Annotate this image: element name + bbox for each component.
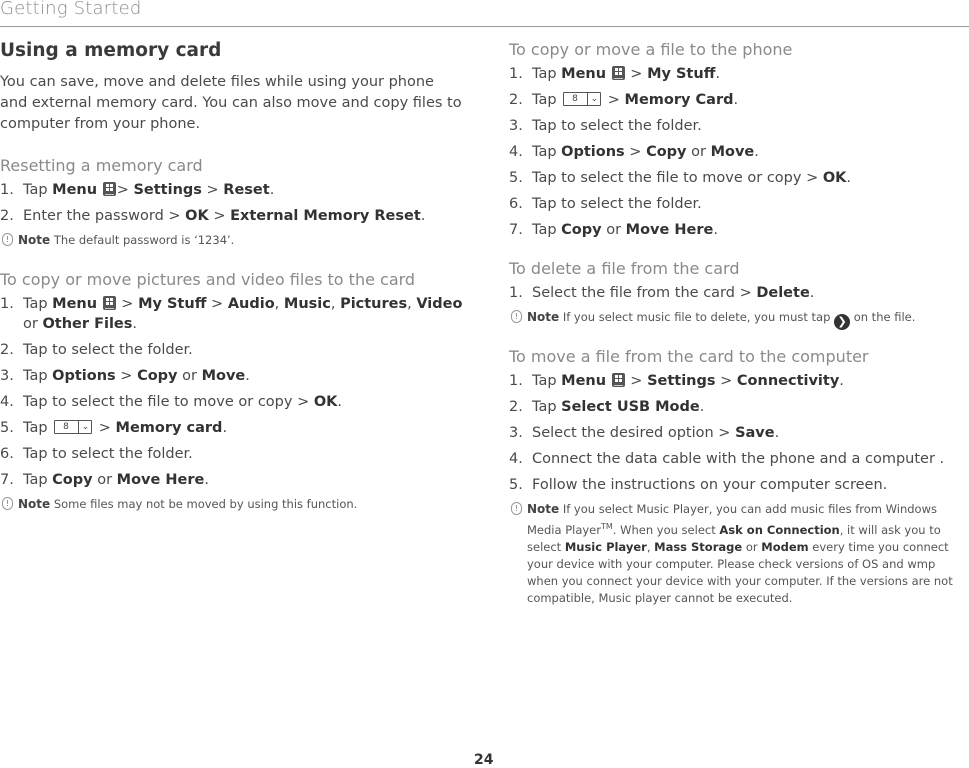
right-column (509, 38, 969, 607)
list-item: 7. Tap Copy or Move Here. (0, 472, 209, 488)
list-item: 6. Tap to select the folder. (0, 446, 193, 462)
copy-phone-steps (509, 64, 969, 240)
list-item: 2. Tap 8 ⌄ > Memory Card. (509, 92, 739, 108)
info-icon: ! (511, 502, 522, 515)
list-item: 1. Tap Menu > Settings > Reset. (0, 182, 275, 198)
menu-icon (612, 66, 625, 80)
list-item: 3. Tap Options > Copy or Move. (0, 368, 250, 384)
list-item: 1. Tap Menu > My Stuff > Audio, Music, Pictures, Video or Other Files. (0, 296, 463, 332)
list-item: 1. Tap Menu > My Stuff. (509, 66, 721, 82)
copy-card-note: ! Note Some files may not be moved by using this function. (0, 496, 470, 513)
list-item: 2. Tap Select USB Mode. (509, 399, 705, 415)
delete-steps (509, 283, 969, 303)
list-item: 5. Tap to select the file to move or copy > OK. (509, 170, 851, 186)
section-title: Getting Started (0, 0, 142, 19)
reset-heading: Resetting a memory card (0, 156, 203, 175)
intro-paragraph: You can save, move and delete files while using your phone and external memory card. You can also move and copy files to computer from your phone. (0, 74, 462, 132)
list-item: 6. Tap to select the folder. (509, 196, 702, 212)
list-item: 3. Select the desired option > Save. (509, 425, 780, 441)
reset-note: ! Note The default password is ‘1234’. (0, 232, 470, 249)
list-item: 4. Tap Options > Copy or Move. (509, 144, 759, 160)
delete-heading: To delete a file from the card (509, 259, 740, 278)
info-icon: ! (511, 310, 522, 323)
list-item: 1. Tap Menu > Settings > Connectivity. (509, 373, 844, 389)
menu-icon (103, 182, 116, 196)
menu-icon (103, 296, 116, 310)
computer-heading: To move a file from the card to the computer (509, 347, 869, 366)
info-icon: ! (2, 497, 13, 510)
list-item: 2. Tap to select the folder. (0, 342, 193, 358)
computer-steps (509, 371, 969, 495)
page-number: 24 (474, 752, 494, 768)
list-item: 1. Select the file from the card > Delete. (509, 285, 815, 301)
list-item: 5. Tap 8 ⌄ > Memory card. (0, 420, 228, 436)
next-arrow-icon: ❯ (834, 314, 850, 330)
list-item: 4. Tap to select the file to move or copy > OK. (0, 394, 342, 410)
copy-phone-heading: To copy or move a file to the phone (509, 40, 793, 59)
page-header (0, 0, 969, 27)
storage-dropdown-icon: 8 ⌄ (563, 92, 601, 106)
computer-note: ! Note If you select Music Player, you can add music files from Windows Media Player™. When you select Ask on Connection, it will ask you to select Music Player, Mass Storage or Modem every time you connect your device with your computer. Please check versions of OS and wmp when you connect your device with your computer. If the versions are not compatible, Music player cannot be executed. (509, 501, 969, 607)
list-item: 5. Follow the instructions on your computer screen. (509, 477, 888, 493)
menu-icon (612, 373, 625, 387)
storage-dropdown-icon: 8 ⌄ (54, 420, 92, 434)
page-title: Using a memory card (0, 40, 222, 61)
list-item: 2. Enter the password > OK > External Memory Reset. (0, 208, 426, 224)
info-icon: ! (2, 233, 13, 246)
list-item: 7. Tap Copy or Move Here. (509, 222, 718, 238)
left-column (0, 38, 470, 513)
list-item: 4. Connect the data cable with the phone and a computer . (509, 451, 945, 467)
copy-card-heading: To copy or move pictures and video files to the card (0, 270, 416, 289)
copy-card-steps (0, 294, 470, 490)
reset-steps (0, 180, 470, 226)
list-item: 3. Tap to select the folder. (509, 118, 702, 134)
delete-note: ! Note If you select music file to delete, you must tap ❯ on the file. (509, 309, 969, 330)
